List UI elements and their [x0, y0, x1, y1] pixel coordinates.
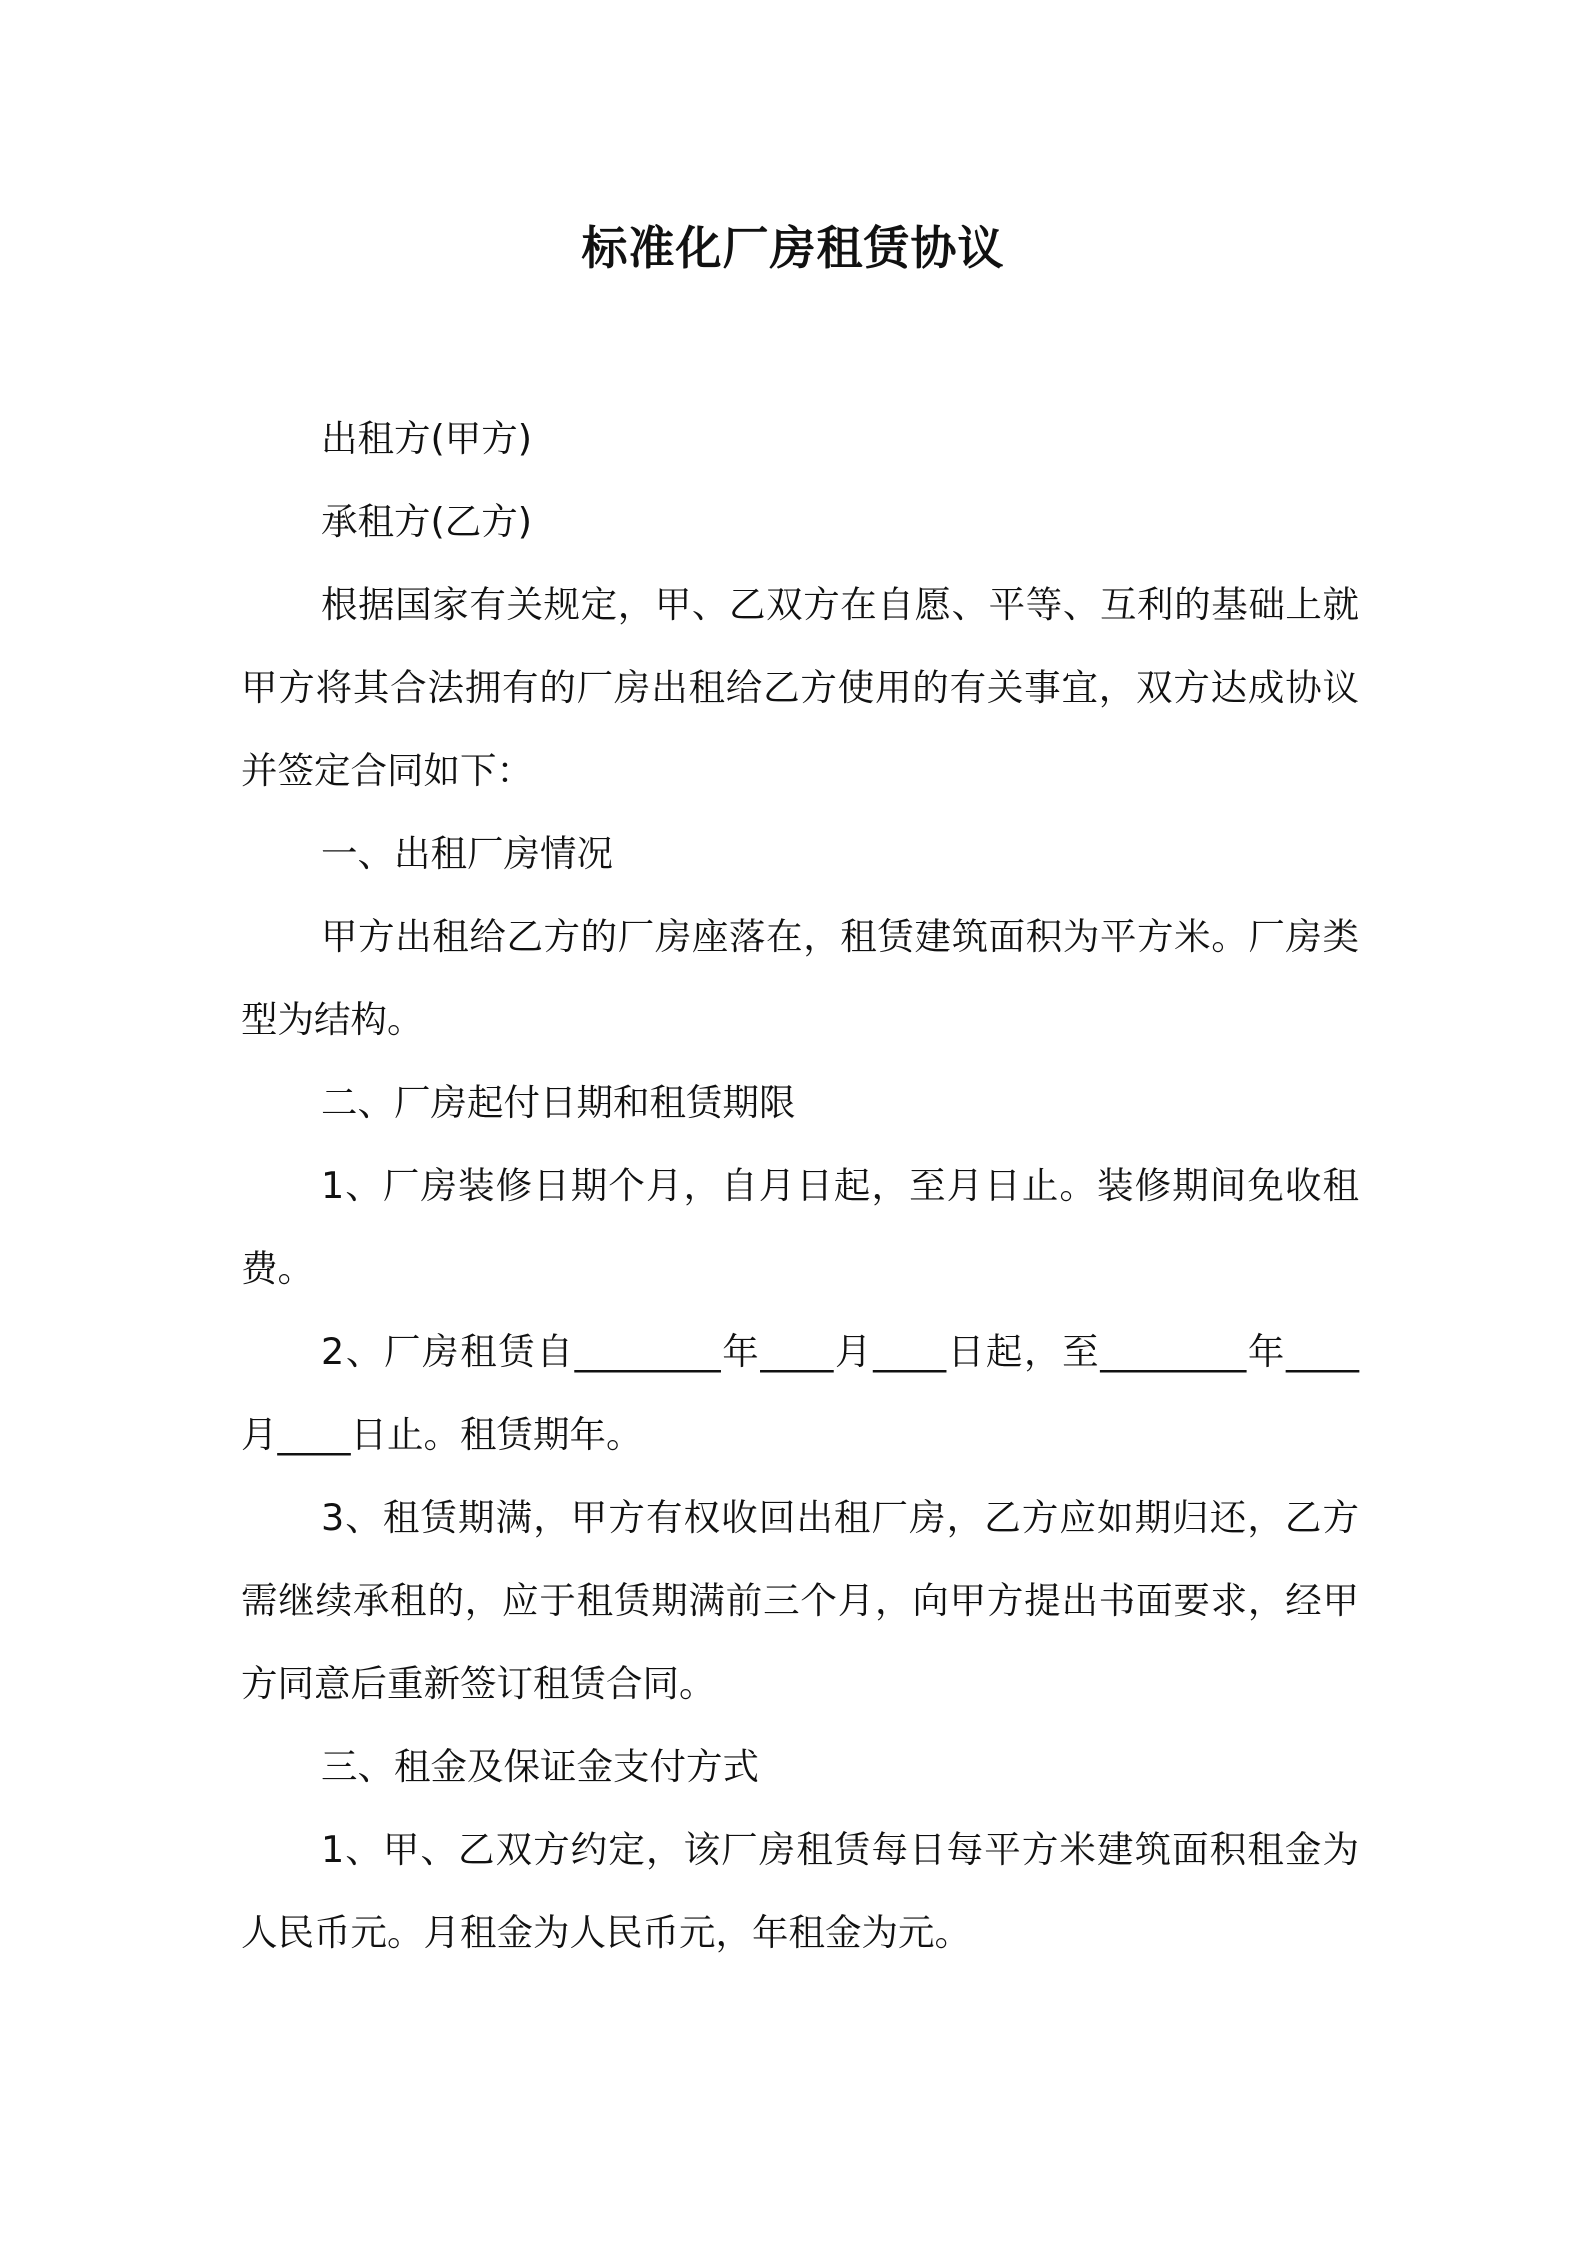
paragraph-lessor: 出租方(甲方)	[321, 417, 532, 460]
paragraph-clause-2-1: 1、厂房装修日期个月，自月日起，至月日止。装修期间免收租费。	[241, 1164, 1359, 1290]
section-heading-1: 一、出租厂房情况	[321, 832, 613, 875]
paragraph-clause-2-3: 3、租赁期满，甲方有权收回出租厂房，乙方应如期归还，乙方需继续承租的，应于租赁期满前三个月，向甲方提出书面要求，经甲方同意后重新签订租赁合同。	[241, 1496, 1359, 1705]
paragraph-lessee: 承租方(乙方)	[321, 500, 532, 543]
paragraph-factory-details: 甲方出租给乙方的厂房座落在，租赁建筑面积为平方米。厂房类型为结构。	[241, 915, 1359, 1041]
document-title: 标准化厂房租赁协议	[581, 221, 1005, 275]
section-heading-3: 三、租金及保证金支付方式	[321, 1745, 759, 1788]
section-heading-2: 二、厂房起付日期和租赁期限	[321, 1081, 796, 1124]
paragraph-clause-3-1: 1、甲、乙双方约定，该厂房租赁每日每平方米建筑面积租金为人民币元。月租金为人民币元，年租金为元。	[241, 1828, 1359, 1954]
paragraph-clause-2-2: 2、厂房租赁自________年____月____日起，至________年____月____日止。租赁期年。	[241, 1330, 1359, 1456]
document-body	[241, 397, 1359, 1974]
paragraph-preamble: 根据国家有关规定，甲、乙双方在自愿、平等、互利的基础上就甲方将其合法拥有的厂房出租给乙方使用的有关事宜，双方达成协议并签定合同如下：	[241, 583, 1359, 792]
